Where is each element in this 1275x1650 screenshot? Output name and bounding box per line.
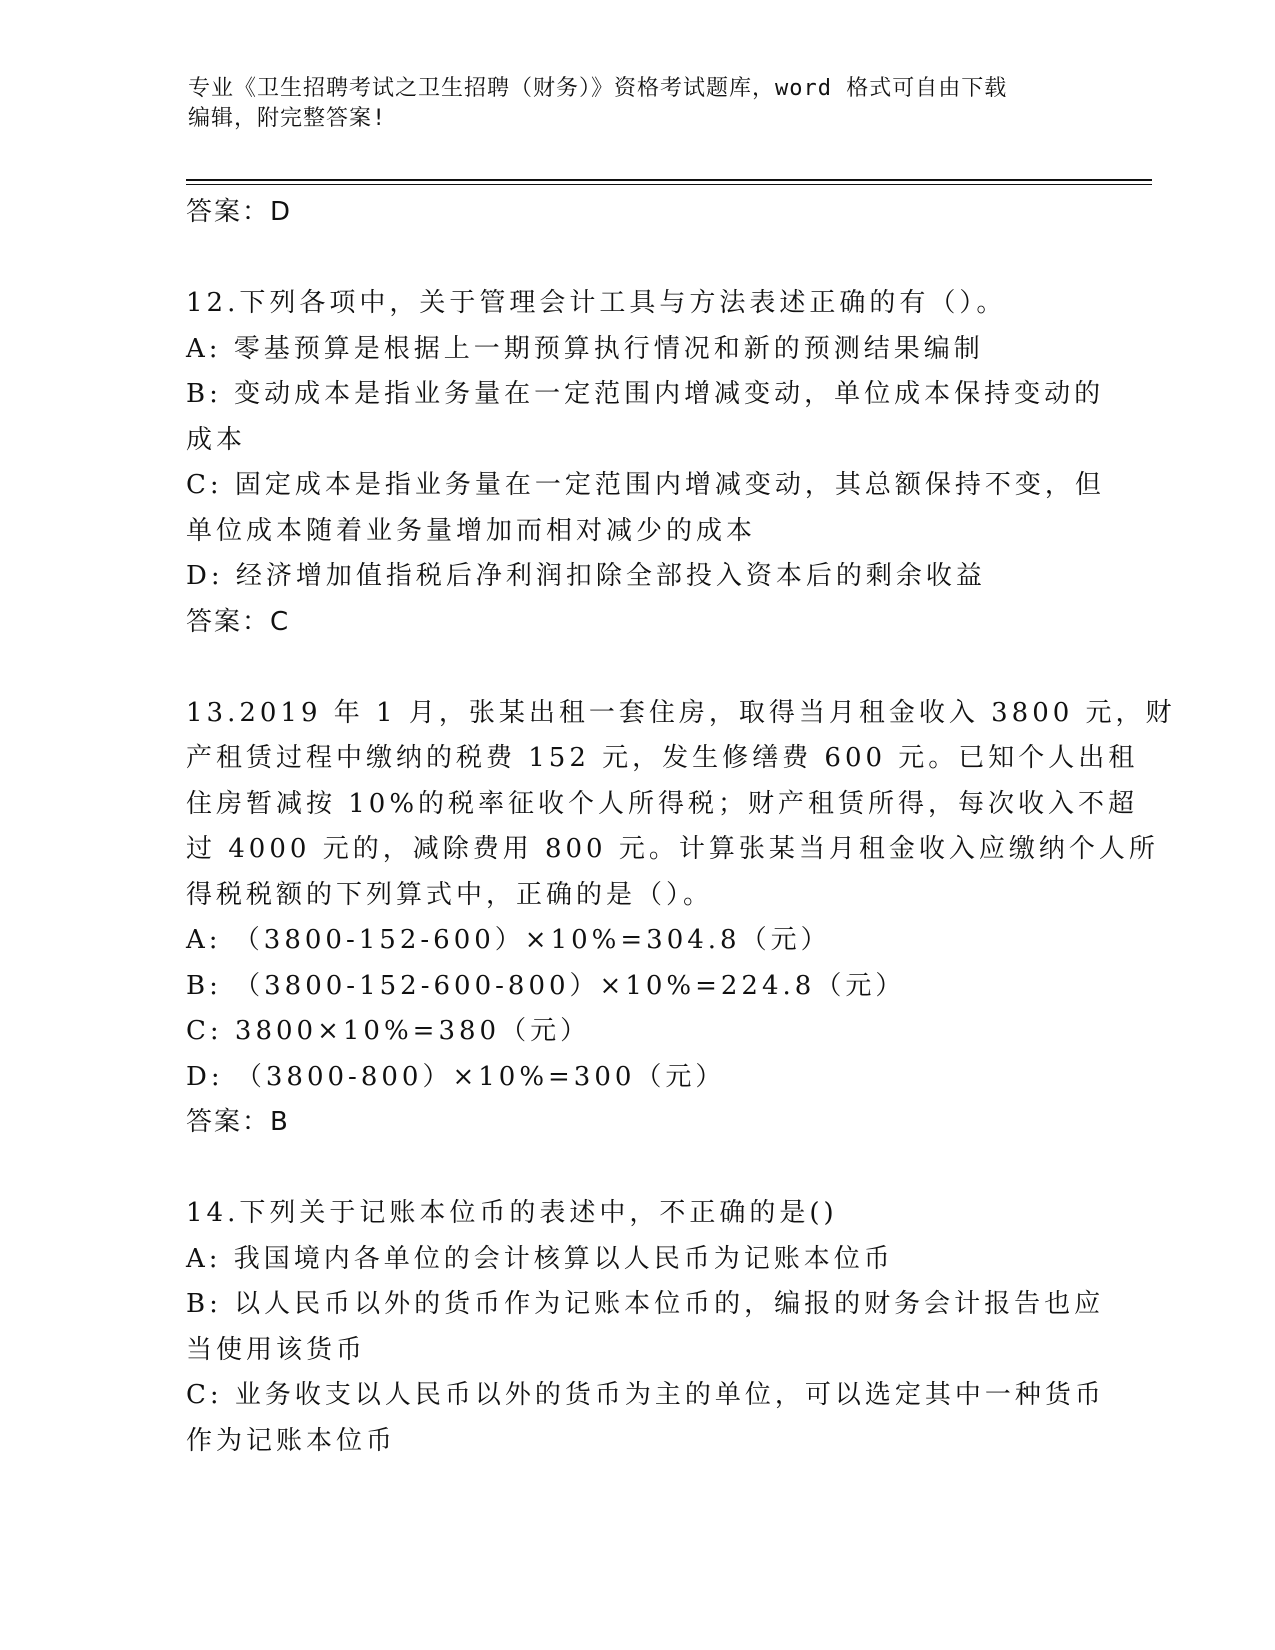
question-13-stem-line5: 得税税额的下列算式中，正确的是（）。 [186, 879, 714, 910]
question-14-stem: 14.下列关于记账本位币的表述中，不正确的是() [186, 1198, 838, 1228]
question-13-option-c: C: 3800×10%=380（元） [186, 1016, 591, 1046]
header-rule-thick [186, 179, 1152, 181]
question-13-option-a: A: （3800-152-600）×10%=304.8（元） [186, 925, 831, 955]
question-12-option-a: A: 零基预算是根据上一期预算执行情况和新的预测结果编制 [186, 333, 984, 364]
question-12-option-b-line1: B: 变动成本是指业务量在一定范围内增减变动，单位成本保持变动的 [186, 379, 1105, 409]
document-header [188, 74, 1068, 134]
question-13-stem-line4: 过 4000 元的，减除费用 800 元。计算张某当月租金收入应缴纳个人所 [186, 834, 1159, 864]
question-12 [186, 281, 1105, 645]
question-14-option-c-line2: 作为记账本位币 [186, 1425, 397, 1456]
header-line-1: 专业《卫生招聘考试之卫生招聘（财务）》资格考试题库，word 格式可自由下载 [188, 76, 1008, 101]
document-body [186, 190, 1176, 1464]
question-14-option-b-line1: B: 以人民币以外的货币作为记账本位币的，编报的财务会计报告也应 [186, 1289, 1105, 1319]
question-13-stem-line3: 住房暂减按 10%的税率征收个人所得税；财产租赁所得，每次收入不超 [186, 788, 1139, 819]
question-14-option-c-line1: C: 业务收支以人民币以外的货币为主的单位，可以选定其中一种货币 [186, 1380, 1105, 1410]
answer-q11: 答案：D [186, 197, 293, 227]
question-14-option-b-line2: 当使用该货币 [186, 1334, 367, 1365]
question-12-option-d: D: 经济增加值指税后净利润扣除全部投入资本后的剩余收益 [186, 561, 986, 591]
question-13-stem-line1: 13.2019 年 1 月，张某出租一套住房，取得当月租金收入 3800 元，财 [186, 697, 1176, 728]
header-rule-thin [186, 184, 1152, 185]
question-14-option-a: A: 我国境内各单位的会计核算以人民币为记账本位币 [186, 1243, 894, 1274]
question-13 [186, 691, 1176, 1146]
question-14 [186, 1191, 1105, 1464]
header-line-2: 编辑，附完整答案! [188, 106, 387, 131]
answer-q12: 答案：C [186, 606, 291, 637]
question-13-option-d: D: （3800-800）×10%=300（元） [186, 1061, 726, 1092]
question-12-stem: 12.下列各项中，关于管理会计工具与方法表述正确的有（）。 [186, 288, 1007, 318]
question-12-option-b-line2: 成本 [186, 424, 247, 455]
question-13-option-b: B: （3800-152-600-800）×10%=224.8（元） [186, 970, 906, 1001]
question-12-option-c-line1: C: 固定成本是指业务量在一定范围内增减变动，其总额保持不变，但 [186, 470, 1105, 500]
question-13-stem-line2: 产租赁过程中缴纳的税费 152 元，发生修缮费 600 元。已知个人出租 [186, 743, 1139, 773]
answer-q13: 答案：B [186, 1107, 290, 1137]
question-12-option-c-line2: 单位成本随着业务量增加而相对减少的成本 [186, 515, 757, 546]
